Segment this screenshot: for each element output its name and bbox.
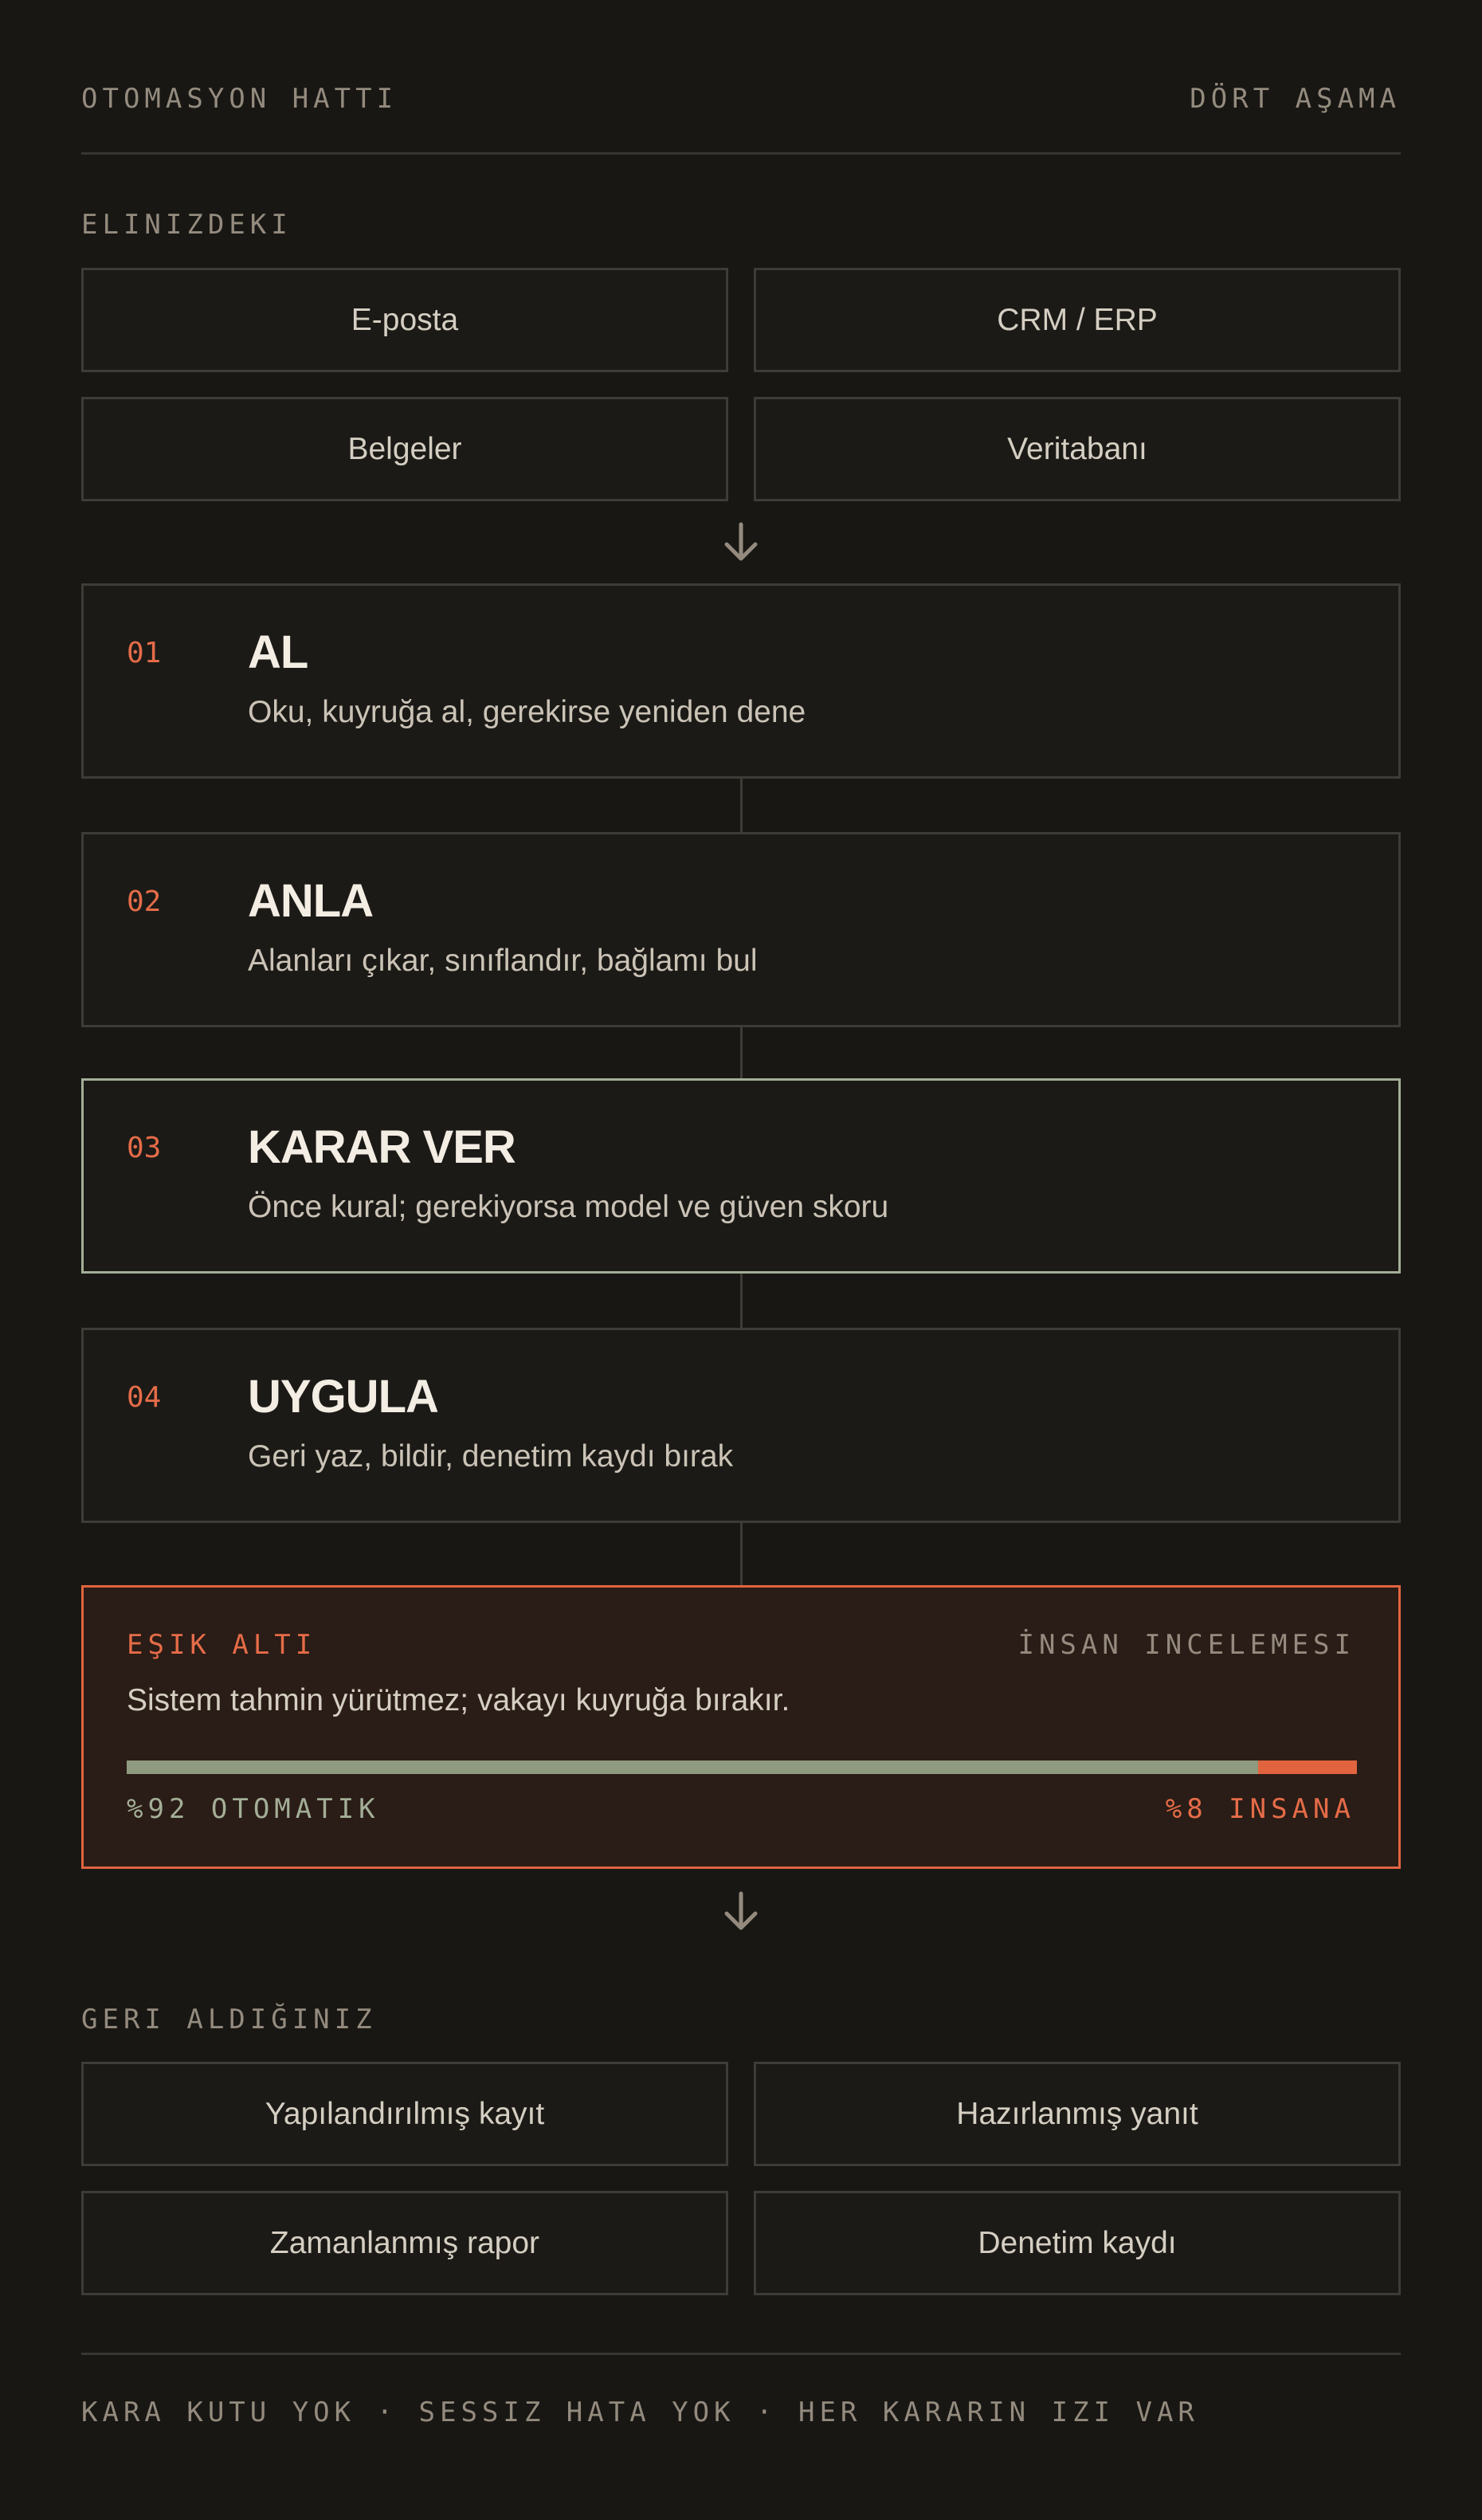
outputs-section-label: GERI ALDIĞINIZ [81,2004,377,2035]
output-tile-structured-record: Yapılandırılmış kayıt [81,2062,728,2166]
automatic-share-label: %92 OTOMATIK [127,1793,380,1825]
stage-number: 04 [127,1381,162,1414]
threshold-label: EŞIK ALTI [127,1629,317,1661]
input-tile-crm-erp: CRM / ERP [754,268,1401,372]
human-share-label: %8 INSANA [1165,1793,1355,1825]
stage-connector [740,1523,743,1585]
input-tile-documents: Belgeler [81,397,728,501]
stage-description: Oku, kuyruğa al, gerekirse yeniden dene [248,695,806,729]
stage-description: Geri yaz, bildir, denetim kaydı bırak [248,1439,734,1474]
stage-connector [740,779,743,832]
page-title: OTOMASYON HATTI [81,83,398,115]
automatic-share-fill [127,1760,1258,1774]
automation-split-bar [127,1760,1357,1774]
inputs-section-label: ELINIZDEKI [81,209,292,241]
stage-title: AL [248,626,308,678]
stage-connector [740,1025,743,1078]
stage-title: KARAR VER [248,1121,516,1173]
footer-tagline: KARA KUTU YOK · SESSIZ HATA YOK · HER KARARIN IZI VAR [81,2396,1199,2428]
stage-title: ANLA [248,875,374,927]
stage-number: 03 [127,1132,162,1164]
threshold-panel [81,1585,1401,1869]
stage-card-uygula [81,1328,1401,1523]
header-divider [81,152,1401,155]
footer-divider [81,2353,1401,2355]
stage-connector [740,1274,743,1328]
arrow-down-icon [705,1889,777,1935]
stage-card-al [81,583,1401,779]
output-tile-audit-log: Denetim kaydı [754,2191,1401,2295]
human-review-label: İNSAN INCELEMESI [1017,1629,1355,1661]
stage-card-anla [81,832,1401,1027]
arrow-down-icon [705,520,777,566]
stage-number: 02 [127,885,162,918]
stage-description: Alanları çıkar, sınıflandır, bağlamı bul [248,944,758,978]
input-tile-email: E-posta [81,268,728,372]
stage-description: Önce kural; gerekiyorsa model ve güven skoru [248,1190,889,1224]
output-tile-scheduled-report: Zamanlanmış rapor [81,2191,728,2295]
output-tile-prepared-reply: Hazırlanmış yanıt [754,2062,1401,2166]
stage-number: 01 [127,637,162,669]
input-tile-database: Veritabanı [754,397,1401,501]
stage-title: UYGULA [248,1371,438,1423]
stage-card-karar-ver [81,1078,1401,1274]
stage-count-label: DÖRT AŞAMA [1190,83,1401,115]
threshold-description: Sistem tahmin yürütmez; vakayı kuyruğa bırakır. [127,1683,790,1717]
